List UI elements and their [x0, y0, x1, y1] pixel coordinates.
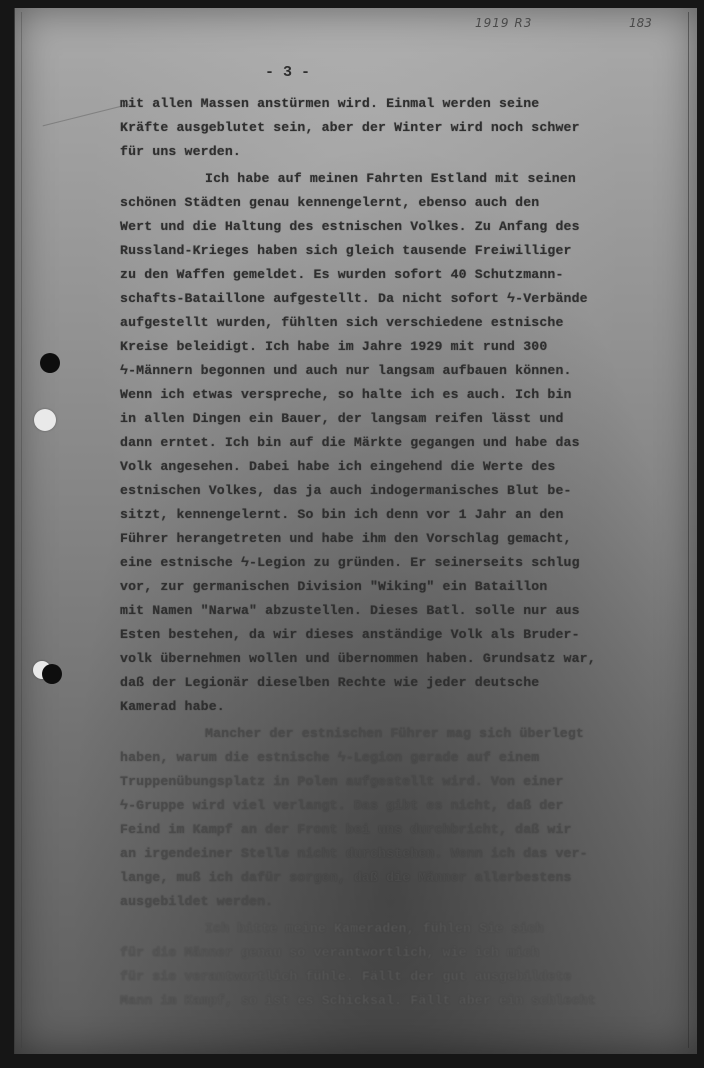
text-line: Volk angesehen. Dabei habe ich eingehend die Werte des	[120, 459, 556, 474]
text-line: daß der Legionär dieselben Rechte wie jeder deutsche	[120, 675, 540, 690]
text-line: zu den Waffen gemeldet. Es wurden sofort 40 Schutzmann-	[120, 267, 564, 282]
text-line: aufgestellt wurden, fühlten sich verschiedene estnische	[120, 315, 564, 330]
archive-reference-annotation: 1919 R3	[475, 16, 533, 30]
text-line: Esten bestehen, da wir dieses anständige Volk als Bruder-	[120, 627, 580, 642]
text-line: Wenn ich etwas verspreche, so halte ich es auch. Ich bin	[120, 387, 572, 402]
text-line: Führer herangetreten und habe ihm den Vorschlag gemacht,	[120, 531, 572, 546]
text-line: mit allen Massen anstürmen wird. Einmal werden seine	[120, 96, 540, 111]
text-line: Russland-Krieges haben sich gleich tausende Freiwilliger	[120, 243, 572, 258]
punch-hole	[42, 664, 62, 684]
text-line: schönen Städten genau kennengelernt, ebenso auch den	[120, 195, 540, 210]
text-line: volk übernehmen wollen und übernommen haben. Grundsatz war,	[120, 651, 596, 666]
text-line: haben, warum die estnische ϟ-Legion gerade auf einem	[120, 750, 540, 765]
text-line: für die Männer genau so verantwortlich, wie ich mich	[120, 945, 540, 960]
text-line: Ich bitte meine Kameraden, fühlen Sie sich	[205, 921, 544, 936]
text-line: Feind im Kampf an der Front bei uns durchbricht, daß wir	[120, 822, 572, 837]
folio-number-annotation: 183	[629, 16, 652, 30]
text-line: schafts-Bataillone aufgestellt. Da nicht sofort ϟ-Verbände	[120, 291, 588, 306]
text-line: estnischen Volkes, das ja auch indogermanisches Blut be-	[120, 483, 572, 498]
text-line: in allen Dingen ein Bauer, der langsam reifen lässt und	[120, 411, 564, 426]
text-line: Ich habe auf meinen Fahrten Estland mit seinen	[205, 171, 576, 186]
body-text	[15, 8, 697, 1054]
text-line: lange, muß ich dafür sorgen, daß die Männer allerbestens	[120, 870, 572, 885]
text-line: ϟ-Männern begonnen und auch nur langsam aufbauen können.	[120, 363, 572, 378]
text-line: eine estnische ϟ-Legion zu gründen. Er seinerseits schlug	[120, 555, 580, 570]
text-line: für sie verantwortlich fühle. Fällt der gut ausgebildete	[120, 969, 572, 984]
text-line: für uns werden.	[120, 144, 241, 159]
text-line: ausgebildet werden.	[120, 894, 274, 909]
text-line: mit Namen "Narwa" abzustellen. Dieses Batl. solle nur aus	[120, 603, 580, 618]
text-line: sitzt, kennengelernt. So bin ich denn vor 1 Jahr an den	[120, 507, 564, 522]
text-line: Mancher der estnischen Führer mag sich überlegt	[205, 726, 584, 741]
text-line: ϟ-Gruppe wird viel verlangt. Das gibt es nicht, daß der	[120, 798, 564, 813]
page-number: - 3 -	[265, 64, 311, 81]
punch-hole-reinforcement	[34, 409, 56, 431]
text-line: dann erntet. Ich bin auf die Märkte gegangen und habe das	[120, 435, 580, 450]
text-line: an irgendeiner Stelle nicht durchstehen. Wenn ich das ver-	[120, 846, 588, 861]
text-line: Truppenübungsplatz in Polen aufgestellt wird. Von einer	[120, 774, 564, 789]
text-line: vor, zur germanischen Division "Wiking" ein Bataillon	[120, 579, 548, 594]
text-line: Wert und die Haltung des estnischen Volkes. Zu Anfang des	[120, 219, 580, 234]
text-line: Kräfte ausgeblutet sein, aber der Winter wird noch schwer	[120, 120, 580, 135]
text-line: Kreise beleidigt. Ich habe im Jahre 1929 mit rund 300	[120, 339, 548, 354]
text-line: Kamerad habe.	[120, 699, 225, 714]
punch-hole	[40, 353, 60, 373]
text-line: Mann im Kampf, so ist es Schicksal. Fällt aber ein schlecht	[120, 993, 596, 1008]
document-page	[14, 8, 697, 1054]
